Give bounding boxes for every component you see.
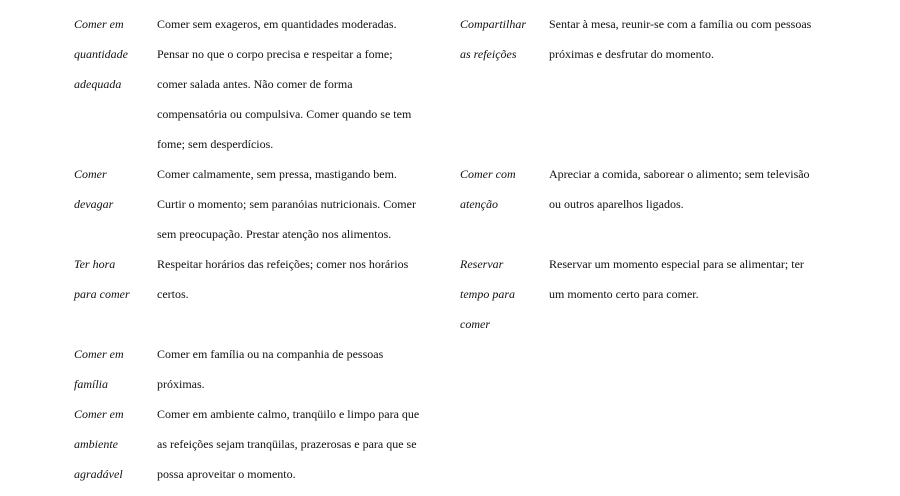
term-line: Reservar (460, 257, 504, 271)
term-line: família (74, 377, 109, 391)
term-line: Comer (74, 167, 107, 181)
desc-line: próximas e desfrutar do momento. (549, 47, 714, 61)
desc-line: Comer em família ou na companhia de pessoas (157, 347, 384, 361)
desc-line: Curtir o momento; sem paranóias nutricionais. Comer (157, 197, 416, 211)
term-line: Ter hora (74, 257, 116, 271)
term-line: Compartilhar (460, 17, 527, 31)
desc-ter-hora-para-comer (157, 249, 408, 309)
desc-line: próximas. (157, 377, 205, 391)
term-line: as refeições (460, 47, 517, 61)
desc-reservar-tempo-para-comer (549, 249, 804, 309)
desc-line: ou outros aparelhos ligados. (549, 197, 684, 211)
term-line: Comer em (74, 17, 124, 31)
desc-line: certos. (157, 287, 189, 301)
desc-line: um momento certo para comer. (549, 287, 699, 301)
term-comer-em-ambiente-agradavel (74, 399, 124, 489)
term-comer-em-familia (74, 339, 124, 399)
term-reservar-tempo-para-comer (460, 249, 515, 339)
desc-line: Apreciar a comida, saborear o alimento; sem televisão (549, 167, 810, 181)
desc-line: possa aproveitar o momento. (157, 467, 296, 481)
desc-comer-em-familia (157, 339, 383, 399)
desc-line: Comer sem exageros, em quantidades moderadas. (157, 17, 397, 31)
desc-compartilhar-as-refeicoes (549, 9, 811, 69)
desc-comer-com-atencao (549, 159, 810, 219)
term-line: atenção (460, 197, 498, 211)
desc-line: Respeitar horários das refeições; comer nos horários (157, 257, 409, 271)
term-line: comer (460, 317, 490, 331)
term-line: Comer em (74, 347, 124, 361)
term-line: agradável (74, 467, 123, 481)
desc-line: as refeições sejam tranqüilas, prazerosas e para que se (157, 437, 417, 451)
desc-comer-em-ambiente-agradavel (157, 399, 419, 489)
term-line: Comer com (460, 167, 516, 181)
term-comer-em-quantidade-adequada (74, 9, 128, 99)
term-line: Comer em (74, 407, 124, 421)
desc-line: Reservar um momento especial para se alimentar; ter (549, 257, 804, 271)
desc-line: Comer calmamente, sem pressa, mastigando bem. (157, 167, 397, 181)
desc-line: Comer em ambiente calmo, tranqüilo e limpo para que (157, 407, 420, 421)
desc-line: compensatória ou compulsiva. Comer quando se tem (157, 107, 412, 121)
term-line: tempo para (460, 287, 515, 301)
desc-line: comer salada antes. Não comer de forma (157, 77, 353, 91)
term-line: quantidade (74, 47, 128, 61)
desc-line: sem preocupação. Prestar atenção nos alimentos. (157, 227, 392, 241)
term-ter-hora-para-comer (74, 249, 130, 309)
term-compartilhar-as-refeicoes (460, 9, 526, 69)
desc-comer-devagar (157, 159, 416, 249)
term-line: ambiente (74, 437, 118, 451)
term-line: adequada (74, 77, 122, 91)
term-line: para comer (74, 287, 130, 301)
term-line: devagar (74, 197, 114, 211)
term-comer-com-atencao (460, 159, 516, 219)
desc-line: Pensar no que o corpo precisa e respeitar a fome; (157, 47, 393, 61)
desc-line: fome; sem desperdícios. (157, 137, 274, 151)
desc-comer-em-quantidade-adequada (157, 9, 411, 159)
desc-line: Sentar à mesa, reunir-se com a família ou com pessoas (549, 17, 812, 31)
term-comer-devagar (74, 159, 113, 219)
